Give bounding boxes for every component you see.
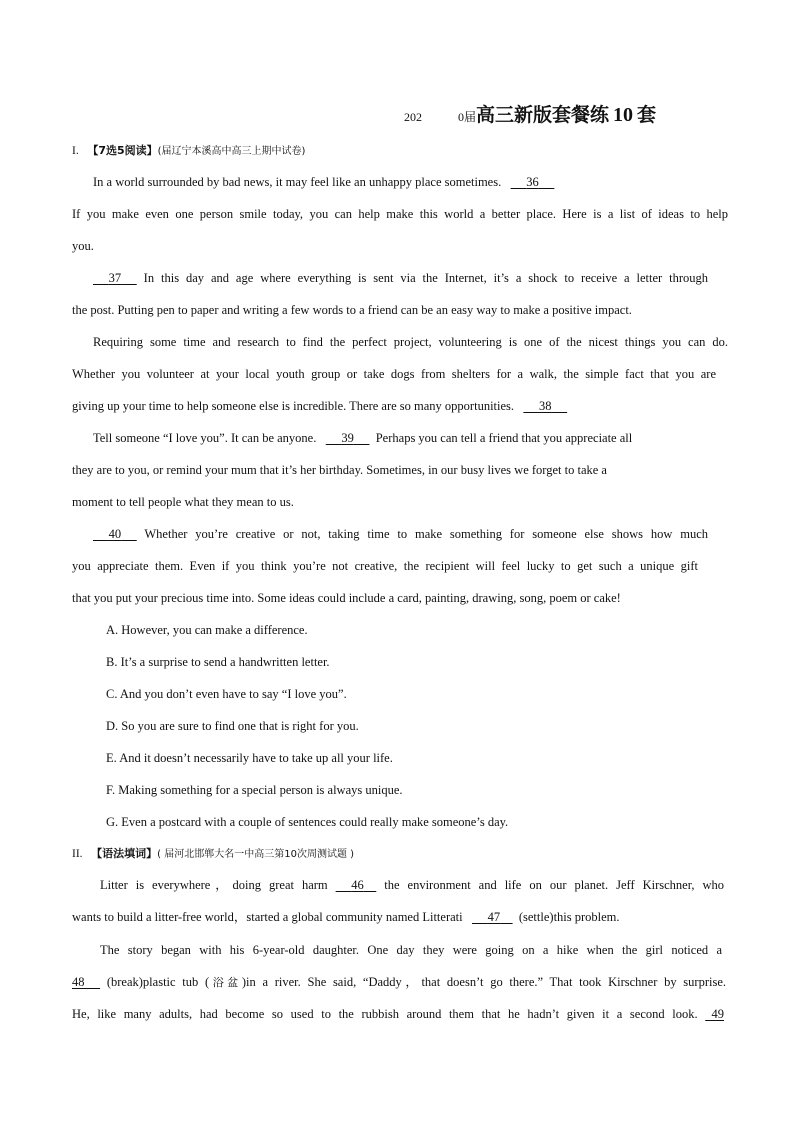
section2-number: II. [72, 848, 83, 860]
page-title [404, 100, 656, 127]
section1-number: I. [72, 145, 79, 157]
paragraph-text: )in a river. She said, “Daddy，that doesn’t go there.” That took Kirschner by surprise. [241, 975, 727, 989]
s2-line2 [72, 909, 620, 925]
s1-p4-line3: moment to tell people what they mean to us. [72, 495, 294, 509]
paragraph-text: giving up your time to help someone else is incredible. There are so many opportunities. [72, 399, 515, 413]
paragraph-text: the environment and life on our planet. Jeff Kirschner, who [384, 878, 725, 892]
s1-p2 [93, 270, 708, 286]
blank-number: 46 [351, 878, 364, 892]
title-main: 高三新版套餐练 [476, 104, 610, 126]
paragraph-text: Perhaps you can tell a friend that you appreciate all [375, 431, 633, 445]
s1-p2-line2: the post. Putting pen to paper and writing a few words to a friend can be an easy way to make a positive impact. [72, 303, 632, 317]
paragraph-text: In this day and age where everything is sent via the Internet, it’s a shock to receive a letter through [143, 271, 708, 285]
blank-46[interactable] [336, 877, 377, 893]
title-year: 202 [404, 110, 422, 124]
paragraph-text: Whether you’re creative or not, taking time to make something for someone else shows how much [144, 527, 709, 541]
option-e: E. And it doesn’t necessarily have to take up all your life. [106, 751, 393, 765]
s1-p3-line3 [72, 398, 567, 414]
section2-heading [72, 846, 728, 863]
blank-number: 48 [72, 975, 85, 989]
blank-number: 49 [711, 1007, 724, 1021]
option-c: C. And you don’t even have to say “I love you”. [106, 687, 347, 701]
blank-40[interactable] [93, 526, 137, 542]
blank-number: 40 [108, 527, 122, 541]
blank-47[interactable] [472, 909, 513, 925]
s2-line1 [100, 877, 724, 893]
s2-line5 [72, 1006, 724, 1022]
s1-p1 [93, 174, 554, 190]
blank-39[interactable] [326, 430, 370, 446]
blank-38[interactable] [523, 398, 567, 414]
blank-number: 38 [539, 399, 552, 413]
s1-p4-line2: they are to you, or remind your mum that it’s her birthday. Sometimes, in our busy lives we forget to take a [72, 463, 607, 477]
paragraph-text: wants to build a litter-free world，started a global community named Litterati [72, 910, 463, 924]
blank-number: 47 [487, 910, 501, 924]
s1-p1-line2: If you make even one person smile today, you can help make this world a better place. Here is a list of ideas to help [72, 207, 728, 221]
option-f: F. Making something for a special person is always unique. [106, 783, 403, 797]
chinese-gloss: 浴盆 [209, 976, 242, 989]
title-suffix: 0届 [458, 110, 477, 124]
s1-p1-line3: you. [72, 239, 94, 253]
s1-p3-line2: Whether you volunteer at your local youth group or take dogs from shelters for a walk, the simple fact that you are [72, 367, 716, 381]
paragraph-text: He, like many adults, had become so used to the rubbish around them that he hadn’t given it a second look. [72, 1007, 698, 1021]
s1-p4 [93, 430, 632, 446]
blank-37[interactable] [93, 270, 137, 286]
section1-label: 【7选5阅读】 [87, 144, 158, 157]
option-g: G. Even a postcard with a couple of sentences could really make someone’s day. [106, 815, 509, 829]
option-b: B. It’s a surprise to send a handwritten letter. [106, 655, 330, 669]
blank-49[interactable] [705, 1006, 724, 1022]
section2-source: ( 届河北邯郸大名一中高三第10次周测试题 ) [157, 849, 355, 860]
s1-p5-line2: you appreciate them. Even if you think you’re not creative, the recipient will feel lucky to get such a unique gift [72, 559, 698, 573]
blank-number: 36 [526, 175, 539, 189]
s2-line3: The story began with his 6-year-old daughter. One day they were going on a hike when the girl noticed a [100, 943, 722, 957]
s1-p3: Requiring some time and research to find the perfect project, volunteering is one of the nicest things you can do. [93, 335, 728, 349]
option-a: A. However, you can make a difference. [106, 623, 308, 637]
title-tao: 套 [637, 104, 657, 126]
title-number: 10 [613, 104, 634, 126]
blank-number: 39 [341, 431, 354, 445]
section1-source: (届辽宁本溪高中高三上期中试卷) [157, 146, 306, 157]
blank-36[interactable] [511, 174, 555, 190]
s1-p5 [93, 526, 708, 542]
blank-number: 37 [108, 271, 122, 285]
option-d: D. So you are sure to find one that is right for you. [106, 719, 359, 733]
s2-line4 [72, 974, 726, 991]
section1-heading [72, 143, 728, 160]
paragraph-text: (settle)this problem. [518, 910, 620, 924]
blank-48[interactable] [72, 974, 100, 990]
paragraph-text: Litter is everywhere，doing great harm [100, 878, 328, 892]
paragraph-text: In a world surrounded by bad news, it may feel like an unhappy place sometimes. [93, 175, 502, 189]
s1-p5-line3: that you put your precious time into. Some ideas could include a card, painting, drawing, song, poem or cake! [72, 591, 621, 605]
paragraph-text: Tell someone “I love you”. It can be anyone. [93, 431, 317, 445]
paragraph-text: (break)plastic tub ( [106, 975, 210, 989]
section2-label: 【语法填词】 [91, 847, 158, 860]
